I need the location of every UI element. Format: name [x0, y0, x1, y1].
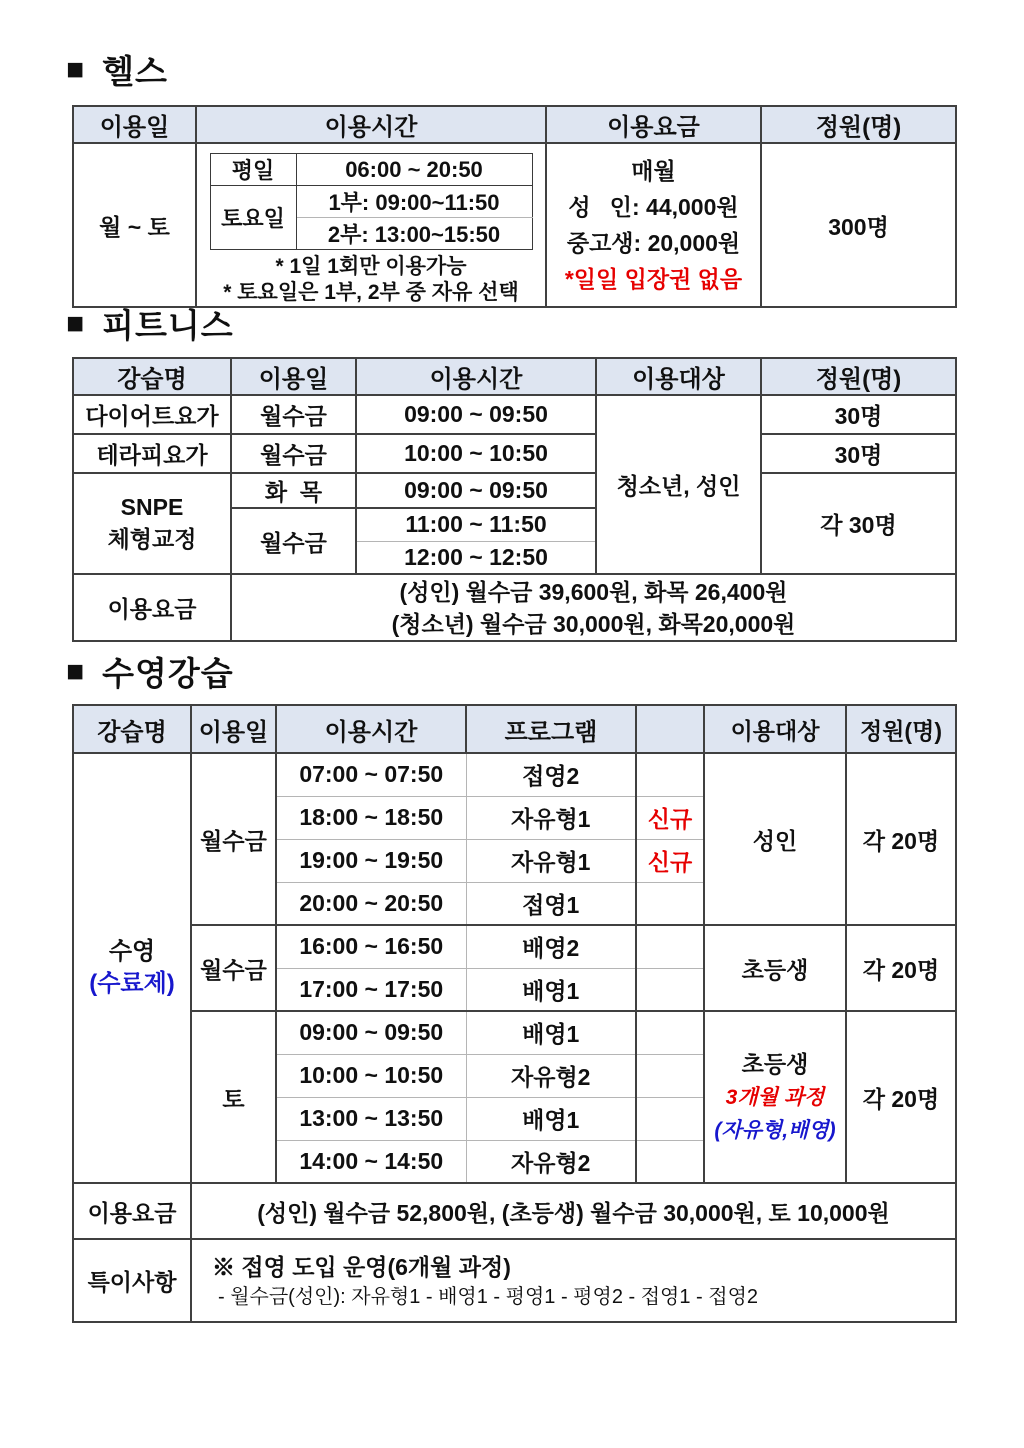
swim-tag-cell — [636, 1054, 704, 1097]
column-header-time: 이용시간 — [356, 358, 596, 395]
saturday-part2: 2부: 13:00~15:50 — [296, 218, 532, 250]
class-name-cell: 다이어트요가 — [73, 395, 231, 434]
swim-target-cell — [704, 1011, 846, 1183]
class-capacity-cell: 30명 — [761, 434, 956, 473]
class-capacity-cell: 30명 — [761, 395, 956, 434]
column-header-capacity: 정원(명) — [846, 705, 956, 753]
swim-time-cell: 14:00 ~ 14:50 — [276, 1140, 466, 1183]
class-name-cell: 테라피요가 — [73, 434, 231, 473]
column-header-day: 이용일 — [231, 358, 356, 395]
swim-capacity-cell: 각 20명 — [846, 753, 956, 925]
swim-tag-cell: 신규 — [636, 839, 704, 882]
column-header-time: 이용시간 — [276, 705, 466, 753]
swim-capacity-cell: 각 20명 — [846, 1011, 956, 1183]
fee-warning: *일일 입장권 없음 — [564, 266, 743, 292]
swim-time-cell: 09:00 ~ 09:50 — [276, 1011, 466, 1054]
swim-program-cell: 접영2 — [466, 753, 636, 796]
swim-program-cell: 접영1 — [466, 882, 636, 925]
column-header-capacity: 정원(명) — [761, 106, 956, 143]
swim-tag-cell — [636, 1011, 704, 1054]
square-bullet-icon: ■ — [66, 52, 85, 86]
class-day-cell: 월수금 — [231, 508, 356, 574]
swim-day-cell: 토 — [191, 1011, 276, 1183]
section-title-health — [66, 46, 168, 93]
swim-special-line1: ※ 접영 도입 운영(6개월 과정) — [212, 1253, 511, 1280]
swim-target-note1: 3개월 과정 — [725, 1085, 825, 1109]
swim-day-cell: 월수금 — [191, 753, 276, 925]
class-day-cell: 월수금 — [231, 434, 356, 473]
swim-fee-cell: (성인) 월수금 52,800원, (초등생) 월수금 30,000원, 토 10,000원 — [191, 1183, 956, 1239]
column-header-capacity: 정원(명) — [761, 358, 956, 395]
class-capacity-cell: 각 30명 — [761, 473, 956, 574]
health-time-cell — [196, 143, 546, 307]
swim-target-main: 초등생 — [741, 1050, 809, 1077]
column-header-day: 이용일 — [73, 106, 196, 143]
class-day-cell: 월수금 — [231, 395, 356, 434]
swim-time-cell: 10:00 ~ 10:50 — [276, 1054, 466, 1097]
fitness-table — [72, 357, 957, 642]
column-header-class: 강습명 — [73, 705, 191, 753]
column-header-target: 이용대상 — [596, 358, 761, 395]
swim-special-line2: - 월수금(성인): 자유형1 - 배영1 - 평영1 - 평영2 - 접영1 - 접영2 — [218, 1285, 759, 1308]
square-bullet-icon: ■ — [66, 654, 85, 688]
swim-program-cell: 배영1 — [466, 968, 636, 1011]
swim-time-cell: 18:00 ~ 18:50 — [276, 796, 466, 839]
column-header-day: 이용일 — [191, 705, 276, 753]
column-header-program: 프로그램 — [466, 705, 636, 753]
swim-program-cell: 자유형2 — [466, 1140, 636, 1183]
swim-time-cell: 07:00 ~ 07:50 — [276, 753, 466, 796]
section-title-text: 헬스 — [102, 53, 168, 90]
saturday-label: 토요일 — [210, 186, 296, 250]
swim-time-cell: 19:00 ~ 19:50 — [276, 839, 466, 882]
column-header-time: 이용시간 — [196, 106, 546, 143]
class-time-cell: 10:00 ~ 10:50 — [356, 434, 596, 473]
swim-time-cell: 13:00 ~ 13:50 — [276, 1097, 466, 1140]
swim-tag-cell: 신규 — [636, 796, 704, 839]
swim-day-cell: 월수금 — [191, 925, 276, 1011]
fee-student: 중고생: 20,000원 — [566, 230, 741, 256]
swim-program-cell: 배영2 — [466, 925, 636, 968]
section-title-text: 피트니스 — [102, 307, 234, 344]
swim-program-cell: 자유형1 — [466, 839, 636, 882]
swim-program-cell: 배영1 — [466, 1097, 636, 1140]
class-time-cell: 09:00 ~ 09:50 — [356, 395, 596, 434]
weekday-label: 평일 — [210, 154, 296, 186]
fitness-target-cell: 청소년, 성인 — [596, 395, 761, 574]
column-header-target: 이용대상 — [704, 705, 846, 753]
health-fee-cell — [546, 143, 761, 307]
snpe-name-line1: SNPE — [120, 493, 184, 520]
column-header-fee: 이용요금 — [546, 106, 761, 143]
swim-table — [72, 704, 957, 1323]
swim-program-cell: 자유형2 — [466, 1054, 636, 1097]
swim-program-cell: 배영1 — [466, 1011, 636, 1054]
swim-special-cell — [191, 1239, 956, 1322]
section-title-fitness — [66, 300, 234, 347]
swim-program-cell: 자유형1 — [466, 796, 636, 839]
swim-class-name-cell — [73, 753, 191, 1183]
swim-time-cell: 20:00 ~ 20:50 — [276, 882, 466, 925]
health-day-cell: 월 ~ 토 — [73, 143, 196, 307]
saturday-part1: 1부: 09:00~11:50 — [296, 186, 532, 218]
health-table — [72, 105, 957, 308]
square-bullet-icon: ■ — [66, 306, 85, 340]
column-header-class: 강습명 — [73, 358, 231, 395]
swim-target-cell: 성인 — [704, 753, 846, 925]
health-note-2: * 토요일은 1부, 2부 중 자유 선택 — [223, 281, 519, 304]
class-day-cell: 화 목 — [231, 473, 356, 508]
class-name-cell — [73, 473, 231, 574]
health-note-1: * 1일 1회만 이용가능 — [275, 255, 467, 278]
swim-time-cell: 16:00 ~ 16:50 — [276, 925, 466, 968]
swim-tag-cell — [636, 1097, 704, 1140]
snpe-name-line2: 체형교정 — [107, 525, 197, 552]
health-inner-schedule-table — [210, 153, 533, 250]
swim-tag-cell — [636, 1140, 704, 1183]
fitness-fee-line1: (성인) 월수금 39,600원, 화목 26,400원 — [399, 578, 788, 605]
class-time-cell: 09:00 ~ 09:50 — [356, 473, 596, 508]
fee-adult: 성 인: 44,000원 — [568, 194, 739, 220]
swim-target-note2: (자유형,배영) — [714, 1118, 836, 1142]
weekday-time: 06:00 ~ 20:50 — [296, 154, 532, 186]
swim-target-cell: 초등생 — [704, 925, 846, 1011]
swim-name-note: (수료제) — [89, 970, 175, 997]
swim-time-cell: 17:00 ~ 17:50 — [276, 968, 466, 1011]
section-title-text: 수영강습 — [102, 655, 234, 692]
fitness-fee-label: 이용요금 — [73, 574, 231, 641]
swim-name: 수영 — [108, 938, 156, 965]
swim-capacity-cell: 각 20명 — [846, 925, 956, 1011]
swim-tag-cell — [636, 882, 704, 925]
fee-period: 매월 — [631, 158, 676, 184]
health-capacity-cell: 300명 — [761, 143, 956, 307]
column-header-tag — [636, 705, 704, 753]
swim-tag-cell — [636, 753, 704, 796]
swim-tag-cell — [636, 925, 704, 968]
section-title-swim — [66, 648, 234, 695]
fitness-fee-cell — [231, 574, 956, 641]
swim-tag-cell — [636, 968, 704, 1011]
fitness-fee-line2: (청소년) 월수금 30,000원, 화목20,000원 — [391, 610, 796, 637]
swim-fee-label: 이용요금 — [73, 1183, 191, 1239]
class-time-cell: 11:00 ~ 11:50 — [356, 508, 596, 541]
class-time-cell: 12:00 ~ 12:50 — [356, 541, 596, 574]
swim-special-label: 특이사항 — [73, 1239, 191, 1322]
